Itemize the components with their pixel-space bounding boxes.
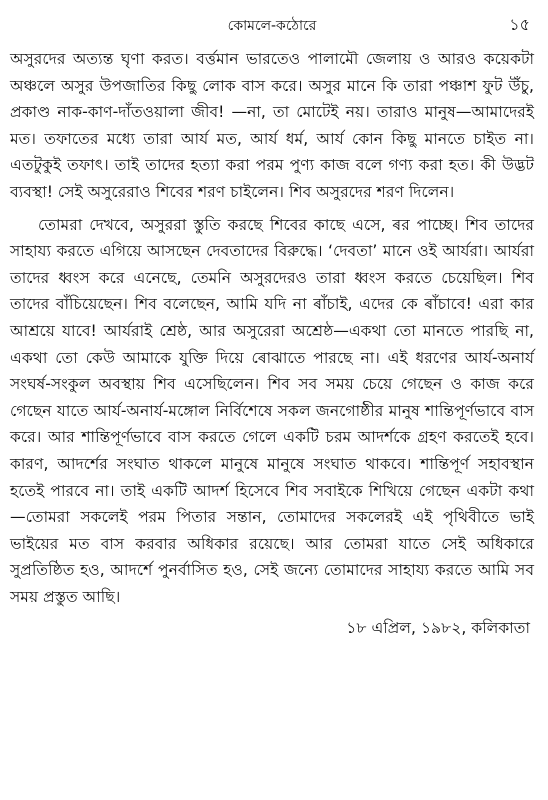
body-text [10, 46, 534, 642]
page-number: ১৫ [509, 15, 530, 34]
page-header [10, 8, 534, 36]
running-title: কোমলে-কঠোরে [227, 18, 317, 34]
dateline: ১৮ এপ্রিল, ১৯৮২, কলিকাতা [346, 619, 530, 638]
paragraph-1: অসুরদের অত্যন্ত ঘৃণা করত। বর্ত্তমান ভারতেও পালামৌ জেলায় ও আরও কয়েকটা অঞ্চলে অসুর উপজাতির কিছু লোক বাস করে। অসুর মানে কি তারা পঞ্চাশ ফুট উঁচু, প্রকাণ্ড নাক-কাণ-দাঁতওয়ালা জীব! —না, তা মোটেই নয়। তারাও মানুষ—আমাদেরই মত। তফাতের মধ্যে তারা আর্য মত, আর্য ধর্ম, আর্য কোন কিছু মানতে চাইত না। এতটুকুই তফাৎ। তাই তাদের হত্যা করা পরম পুণ্য কাজ বলে গণ্য করা হত। কী উদ্ভট ব্যবস্থা! সেই অসুরেরাও শিবের শরণ চাইলেন। শিব অসুরদের শরণ দিলেন। [10, 50, 534, 201]
paragraph-2: তোমরা দেখবে, অসুররা স্তুতি করছে শিবের কাছে এসে, ৰর পাচ্ছে। শিব তাদের সাহায্য করতে এগিয়ে আসছেন দেবতাদের বিরুদ্ধে। ‘দেবতা’ মানে ওই আর্যরা। আর্যরা তাদের ধ্বংস করে এনেছে, তেমনি অসুরদেরও তারা ধ্বংস করতে চেয়েছিল। শিব তাদের বাঁচিয়েছেন। শিব বলেছেন, আমি যদি না ৰাঁচাই, এদের কে ৰাঁচাবে! এরা কার আশ্রয়ে যাবে! আর্যরাই শ্রেষ্ঠ, আর অসুরেরা অশ্রেষ্ঠ—একথা তো মানতে পারছি না, একথা তো কেউ আমাকে যুক্তি দিয়ে ৰোঝাতে পারছে না। এই ধরণের আর্য-অনার্য সংঘর্ষ-সংকুল অবস্থায় শিব এসেছিলেন। শিব সব সময় চেয়ে গেছেন ও কাজ করে গেছেন যাতে আর্য-অনার্য-মঙ্গোল নির্বিশেষে সকল জনগোষ্ঠীর মানুষ শান্তিপূর্ণভাবে বাস করে। আর শান্তিপূর্ণভাবে বাস করতে গেলে একটি চরম আদর্শকে গ্রহণ করতেই হবে। কারণ, আদর্শের সংঘাত থাকলে মানুষে মানুষে সংঘাত থাকবে। শান্তিপূর্ণ সহাবস্থান হতেই পারবে না। তাই একটি আদর্শ হিসেবে শিব সবাইকে শিখিয়ে গেছেন একটা কথা—তোমরা সকলেই পরম পিতার সন্তান, তোমাদের সকলেরই এই পৃথিবীতে ভাই ভাইয়ের মত বাস করবার অধিকার রয়েছে। আর তোমরা যাতে সেই অধিকারে সুপ্রতিষ্ঠিত হও, আদর্শে পুনর্বাসিত হও, সেই জন্যে তোমাদের সাহায্য করতে আমি সব সময় প্রস্তুত আছি। [10, 215, 534, 606]
